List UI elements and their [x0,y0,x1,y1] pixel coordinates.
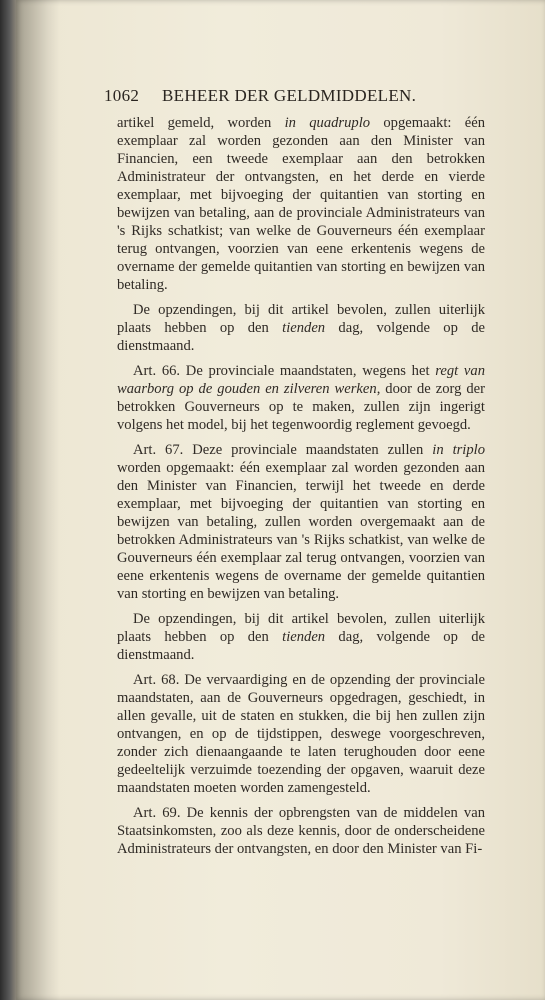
paragraph [117,610,485,664]
paragraph [117,804,485,858]
paragraph-text: , door de zorg der betrokken Gouverneurs op te maken, zullen zijn ingerigt volgens het model, bij het tegenwoordig reglement gevoegd. [117,381,485,433]
paragraph [117,441,485,603]
page-header [104,86,444,110]
italic-text: in quadruplo [284,115,371,131]
italic-text: in triplo [432,442,486,458]
paragraph-text: De opzendingen, bij dit artikel bevolen, zullen uiterlijk plaats hebben op den [117,611,485,645]
italic-text: tienden [282,320,326,336]
page-gutter-shadow [16,0,60,1000]
paragraph-text: Art. 68. De vervaardiging en de opzending der provinciale maandstaten, aan de Gouverneurs opgedragen, geschiedt, in allen gevalle, uit de staten en stukken, die bij hen zullen zijn ontvangen, en op de tijdstippen, deswege voorgeschreven, zonder zich dienaangaande te laten terughouden door eene gedeeltelijk verzuimde toezending der opgaven, waaruit deze maandstaten moeten worden zamengesteld. [117,672,485,796]
italic-text: regt van waarborg op de gouden en zilveren werken [117,363,485,397]
paragraph [117,301,485,355]
book-binding-edge [0,0,16,1000]
paragraph-text: artikel gemeld, worden [117,115,285,131]
italic-text: tienden [282,629,326,645]
page-number: 1062 [104,86,140,105]
paragraph-text: Art. 66. De provinciale maandstaten, wegens het [133,363,436,379]
paragraph-text: dag, volgende op de dienstmaand. [117,320,485,354]
paragraph-text: De opzendingen, bij dit artikel bevolen, zullen uiterlijk plaats hebben op den [117,302,485,336]
paragraph-text: opgemaakt: één exemplaar zal worden gezonden aan den Minister van Financien, een tweede exemplaar aan den betrokken Administrateur der ontvangsten, en het derde en vierde exemplaar, met bijvoeging der quitantien van storting en bewijzen van betaling, aan de provinciale Administrateurs van 's Rijks schatkist; van welke de Gouverneurs één exemplaar terug ontvangen, voorzien van eene erkentenis wegens de overname der gemelde quitantien van storting en bewijzen van betaling. [117,115,486,293]
paragraph-text: worden opgemaakt: één exemplaar zal worden gezonden aan den Minister van Financien, terwijl het tweede en derde exemplaar, met bijvoeging der quitantien van storting en bewijzen van betaling, zullen worden overgemaakt aan de betrokken Administrateurs van 's Rijks schatkist, van welke de Gouverneurs één exemplaar zal terug ontvangen, voorzien van eene erkentenis wegens de overname der gemelde quitantien van storting en bewijzen van betaling. [117,460,485,602]
paragraph-text: Art. 67. Deze provinciale maandstaten zullen [133,442,433,458]
paragraph [117,362,485,434]
paragraph [117,671,485,797]
paragraph [117,114,485,294]
running-title: BEHEER DER GELDMIDDELEN. [162,86,417,105]
paragraph-text: dag, volgende op de dienstmaand. [117,629,485,663]
paragraph-text: Art. 69. De kennis der opbrengsten van de middelen van Staatsinkomsten, zoo als deze kennis, door de onderscheidene Administrateurs der ontvangsten, en door den Minister van Fi- [117,805,485,857]
body-text [117,114,485,865]
